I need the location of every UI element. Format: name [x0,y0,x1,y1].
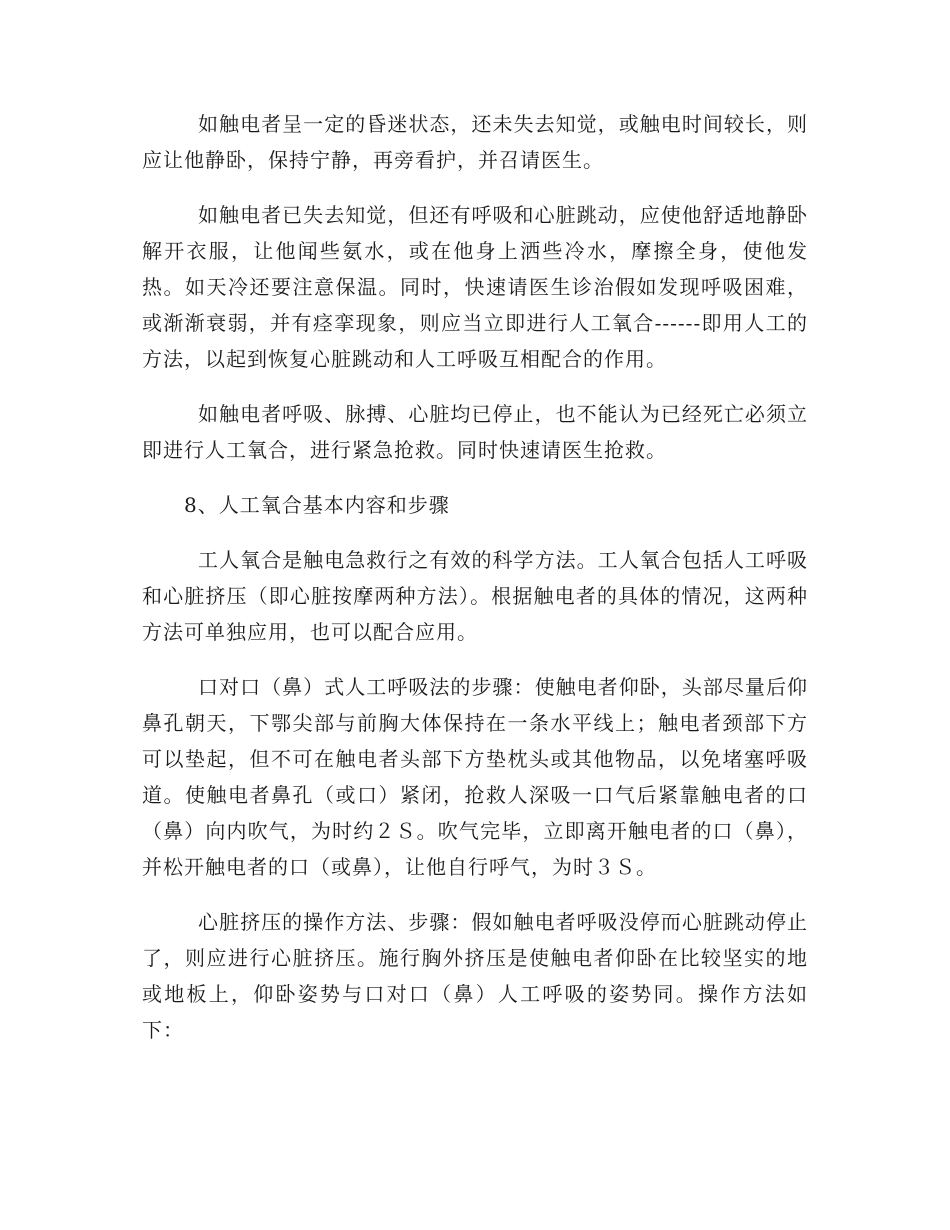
section-heading: 8、人工氧合基本内容和步骤 [184,493,450,517]
paragraph-no-pulse: 如触电者呼吸、脉搏、心脏均已停止，也不能认为已经死亡必须立即进行人工氧合，进行紧急抢救。同时快速请医生抢救。 [142,402,808,462]
paragraph-oxygenation-intro: 工人氧合是触电急救行之有效的科学方法。工人氧合包括人工呼吸和心脏挤压（即心脏按摩两种方法）。根据触电者的具体的情况，这两种方法可单独应用，也可以配合应用。 [142,548,808,644]
paragraph-unconscious-state: 如触电者呈一定的昏迷状态，还未失去知觉，或触电时间较长，则应让他静卧，保持宁静，再旁看护，并召请医生。 [142,112,808,172]
paragraph-lost-consciousness: 如触电者已失去知觉，但还有呼吸和心脏跳动，应使他舒适地静卧解开衣服，让他闻些氨水，或在他身上洒些冷水，摩擦全身，使他发热。如天冷还要注意保温。同时，快速请医生诊治假如发现呼吸困难，或渐渐衰弱，并有痉挛现象，则应当立即进行人工氧合------即用人工的方法，以起到恢复心脏跳动和人工呼吸互相配合的作用。 [142,203,808,371]
paragraph-chest-compression: 心脏挤压的操作方法、步骤：假如触电者呼吸没停而心脏跳动停止了，则应进行心脏挤压。施行胸外挤压是使触电者仰卧在比较坚实的地或地板上，仰卧姿势与口对口（鼻）人工呼吸的姿势同。操作方法如下： [142,910,808,1042]
document-body [142,106,808,1067]
paragraph-mouth-to-mouth: 口对口（鼻）式人工呼吸法的步骤：使触电者仰卧，头部尽量后仰鼻孔朝天，下鄂尖部与前胸大体保持在一条水平线上；触电者颈部下方可以垫起，但不可在触电者头部下方垫枕头或其他物品，以免堵塞呼吸道。使触电者鼻孔（或口）紧闭，抢救人深吸一口气后紧靠触电者的口（鼻）向内吹气，为时约２Ｓ。吹气完毕，立即离开触电者的口（鼻），并松开触电者的口（或鼻），让他自行呼气，为时３Ｓ。 [142,675,808,879]
